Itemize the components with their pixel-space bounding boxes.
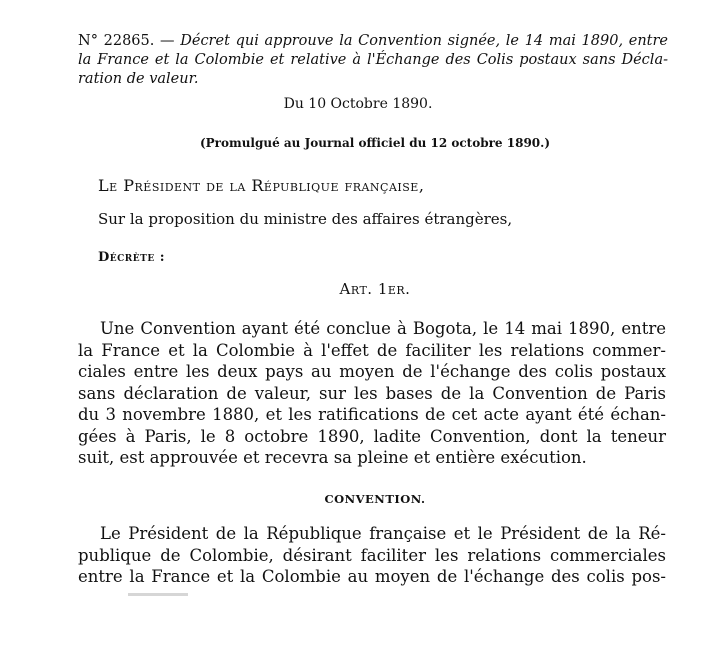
decree-title-line-2: la France et la Colombie et relative à l'Échange des Colis postaux sans Décla-: [78, 52, 668, 68]
paragraph-line: sans déclaration de valeur, sur les bases de la Convention de Paris: [78, 383, 666, 403]
paragraph-line: ciales entre les deux pays au moyen de l'échange des colis postaux: [78, 362, 666, 381]
paragraph-line: la France et la Colombie à l'effet de faciliter les relations commer-: [78, 340, 666, 360]
page-cutoff-edge: [78, 590, 678, 598]
article-heading: Art. 1er.: [339, 280, 411, 298]
article-paragraph: [78, 318, 666, 469]
decree-title-line-1: Décret qui approuve la Convention signée, le 14 mai 1890, entre: [180, 33, 668, 49]
decree-header: [78, 32, 668, 89]
promulgation-note: (Promulgué au Journal officiel du 12 octobre 1890.): [199, 136, 551, 150]
decrete-heading: Décrète :: [98, 250, 166, 265]
decree-date: Du 10 Octobre 1890.: [283, 96, 433, 112]
president-heading: Le Président de la République française,: [98, 176, 425, 195]
paragraph-line: suit, est approuvée et recevra sa pleine et entière exécution.: [78, 448, 587, 467]
convention-title: CONVENTION.: [324, 492, 426, 506]
paragraph-line: gées à Paris, le 8 octobre 1890, ladite Convention, dont la teneur: [78, 426, 666, 446]
paragraph-line: du 3 novembre 1880, et les ratifications de cet acte ayant été échan-: [78, 405, 666, 424]
decree-title-line-3: ration de valeur.: [78, 71, 199, 87]
paragraph-line: publique de Colombie, désirant faciliter les relations commerciales: [78, 545, 666, 565]
paragraph-line: entre la France et la Colombie au moyen de l'échange des colis pos-: [78, 567, 666, 586]
paragraph-line: Le Président de la République française et le Président de la Ré-: [100, 524, 666, 543]
decree-number: N° 22865. —: [78, 33, 175, 49]
proposition-line: Sur la proposition du ministre des affaires étrangères,: [98, 210, 513, 228]
convention-paragraph: [78, 523, 666, 588]
paragraph-line: Une Convention ayant été conclue à Bogota, le 14 mai 1890, entre: [100, 319, 666, 338]
